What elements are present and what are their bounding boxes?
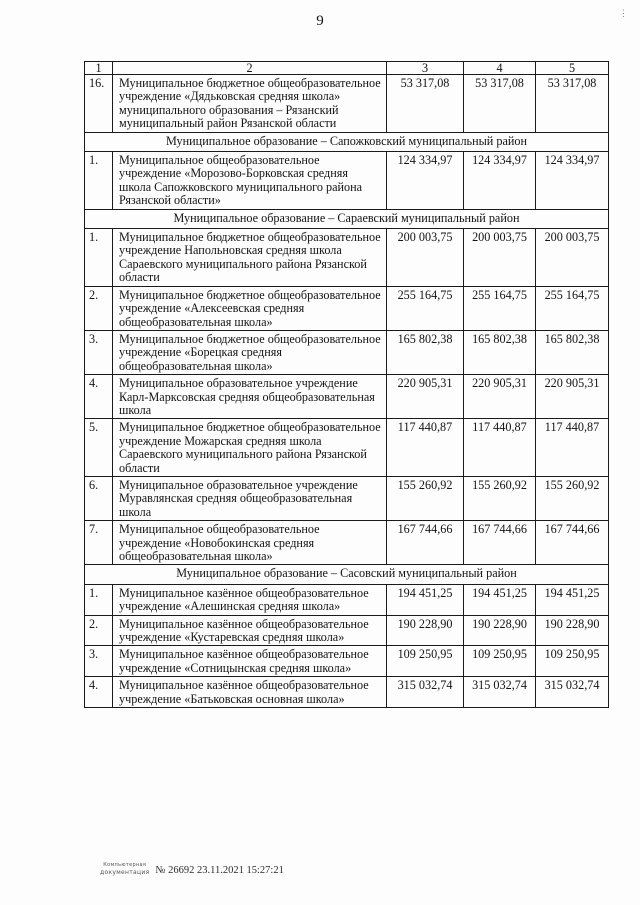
row-number: 6. [85,476,113,520]
header-col-2: 2 [113,62,387,75]
value-col-5: 190 228,90 [536,615,609,646]
row-number: 1. [85,584,113,615]
value-col-4: 117 440,87 [464,419,536,477]
row-number: 1. [85,229,113,287]
table-row [85,646,609,677]
value-col-4: 194 451,25 [464,584,536,615]
institution-name: Муниципальное бюджетное общеобразовательное учреждение Напольновская средняя школа Сараевского муниципального района Рязанской области [113,229,387,287]
section-title: Муниципальное образование – Сараевский муниципальный район [85,209,609,228]
institution-name: Муниципальное казённое общеобразовательное учреждение «Кустаревская средняя школа» [113,615,387,646]
value-col-4: 53 317,08 [464,75,536,133]
table-body [85,62,609,708]
value-col-5: 194 451,25 [536,584,609,615]
footer-stamp [100,862,284,876]
value-col-4: 255 164,75 [464,286,536,330]
value-col-3: 194 451,25 [387,584,464,615]
table-row [85,677,609,708]
value-col-4: 190 228,90 [464,615,536,646]
institution-name: Муниципальное образовательное учреждение Карл-Марксовская средняя общеобразовательная школа [113,375,387,419]
value-col-5: 165 802,38 [536,330,609,374]
institution-name: Муниципальное казённое общеобразовательное учреждение «Батьковская основная школа» [113,677,387,708]
value-col-3: 167 744,66 [387,521,464,565]
table-row [85,75,609,133]
value-col-5: 109 250,95 [536,646,609,677]
institution-name: Муниципальное бюджетное общеобразовательное учреждение «Борецкая средняя общеобразовательная школа» [113,330,387,374]
value-col-5: 200 003,75 [536,229,609,287]
value-col-4: 165 802,38 [464,330,536,374]
row-number: 2. [85,286,113,330]
header-col-4: 4 [464,62,536,75]
section-header-row [85,565,609,584]
value-col-3: 190 228,90 [387,615,464,646]
value-col-5: 220 905,31 [536,375,609,419]
value-col-4: 124 334,97 [464,152,536,210]
row-number: 1. [85,152,113,210]
value-col-3: 165 802,38 [387,330,464,374]
value-col-5: 155 260,92 [536,476,609,520]
value-col-5: 124 334,97 [536,152,609,210]
table-row [85,615,609,646]
table-row [85,476,609,520]
value-col-4: 200 003,75 [464,229,536,287]
scan-mark: ⋮ [619,8,628,18]
value-col-5: 53 317,08 [536,75,609,133]
registry-stamp-logo [100,862,150,876]
row-number: 5. [85,419,113,477]
institution-name: Муниципальное образовательное учреждение Муравлянская средняя общеобразовательная школа [113,476,387,520]
header-col-3: 3 [387,62,464,75]
value-col-3: 220 905,31 [387,375,464,419]
table-row [85,330,609,374]
value-col-4: 220 905,31 [464,375,536,419]
value-col-4: 109 250,95 [464,646,536,677]
value-col-4: 167 744,66 [464,521,536,565]
section-header-row [85,209,609,228]
value-col-5: 255 164,75 [536,286,609,330]
institution-name: Муниципальное общеобразовательное учреждение «Морозово-Борковская средняя школа Сапожковского муниципального района Рязанской области» [113,152,387,210]
row-number: 4. [85,375,113,419]
row-number: 16. [85,75,113,133]
row-number: 2. [85,615,113,646]
value-col-3: 117 440,87 [387,419,464,477]
table-row [85,419,609,477]
table-row [85,584,609,615]
row-number: 7. [85,521,113,565]
row-number: 3. [85,646,113,677]
institution-name: Муниципальное бюджетное общеобразовательное учреждение «Алексеевская средняя общеобразовательная школа» [113,286,387,330]
stamp-logo-bottom: документация [100,869,150,876]
value-col-3: 155 260,92 [387,476,464,520]
header-col-5: 5 [536,62,609,75]
value-col-3: 124 334,97 [387,152,464,210]
value-col-3: 315 032,74 [387,677,464,708]
header-col-1: 1 [85,62,113,75]
institution-name: Муниципальное бюджетное общеобразовательное учреждение «Дядьковская средняя школа» муниципального образования – Рязанский муниципальный район Рязанской области [113,75,387,133]
value-col-5: 315 032,74 [536,677,609,708]
institution-name: Муниципальное казённое общеобразовательное учреждение «Сотницынская средняя школа» [113,646,387,677]
row-number: 3. [85,330,113,374]
table-row [85,375,609,419]
institution-name: Муниципальное бюджетное общеобразовательное учреждение Можарская средняя школа Сараевского муниципального района Рязанской области [113,419,387,477]
value-col-3: 200 003,75 [387,229,464,287]
table-row [85,521,609,565]
page-number: 9 [316,13,324,29]
value-col-3: 109 250,95 [387,646,464,677]
table-row [85,152,609,210]
stamp-logo-top: Компьютерная [103,862,147,868]
table-row [85,286,609,330]
funding-table [84,61,609,708]
table-header-row [85,62,609,75]
section-header-row [85,132,609,151]
row-number: 4. [85,677,113,708]
registration-number: № 26692 23.11.2021 15:27:21 [155,865,284,876]
value-col-3: 53 317,08 [387,75,464,133]
institution-name: Муниципальное казённое общеобразовательное учреждение «Алешинская средняя школа» [113,584,387,615]
section-title: Муниципальное образование – Сапожковский муниципальный район [85,132,609,151]
value-col-4: 155 260,92 [464,476,536,520]
value-col-5: 167 744,66 [536,521,609,565]
table-row [85,229,609,287]
value-col-5: 117 440,87 [536,419,609,477]
value-col-3: 255 164,75 [387,286,464,330]
section-title: Муниципальное образование – Сасовский муниципальный район [85,565,609,584]
institution-name: Муниципальное общеобразовательное учреждение «Новобокинская средняя общеобразовательная школа» [113,521,387,565]
value-col-4: 315 032,74 [464,677,536,708]
